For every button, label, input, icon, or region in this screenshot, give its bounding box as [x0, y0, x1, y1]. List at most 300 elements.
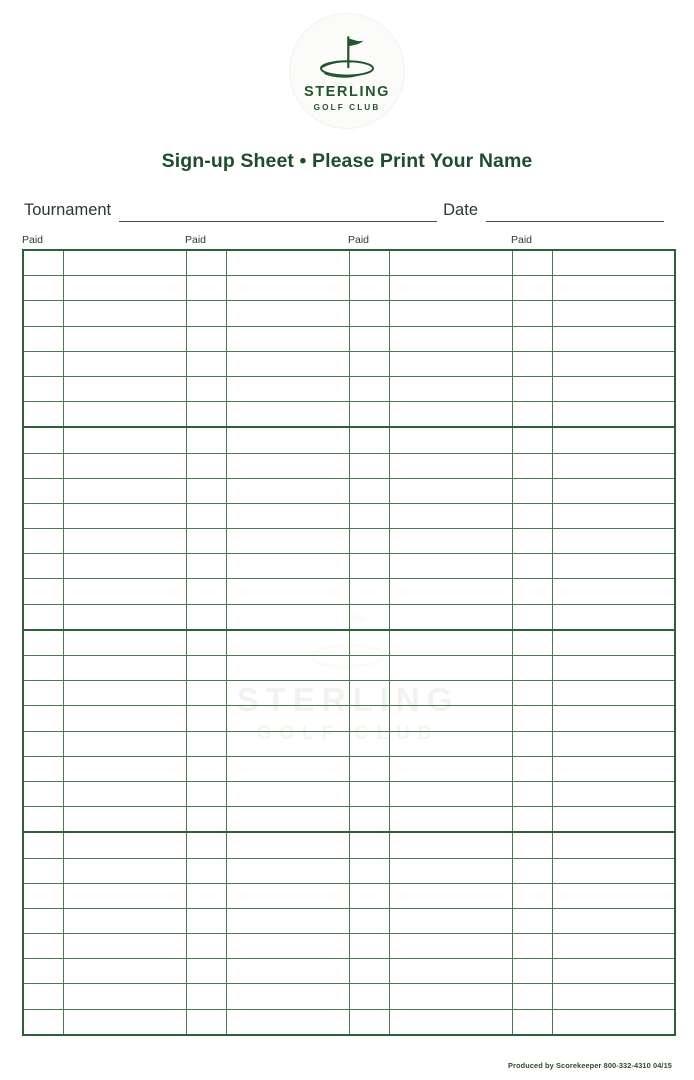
logo-name-secondary: GOLF CLUB: [313, 103, 381, 113]
paid-cell[interactable]: [349, 1009, 389, 1035]
paid-cell[interactable]: [23, 908, 63, 933]
name-cell[interactable]: [226, 781, 349, 806]
name-cell[interactable]: [63, 908, 186, 933]
name-cell[interactable]: [226, 503, 349, 528]
paid-cell[interactable]: [23, 427, 63, 453]
paid-cell[interactable]: [186, 351, 226, 376]
tournament-label: Tournament: [24, 201, 112, 219]
footer-credit: Produced by Scorekeeper 800-332-4310 04/15: [507, 1061, 672, 1070]
name-cell[interactable]: [389, 579, 512, 604]
paid-cell[interactable]: [186, 832, 226, 858]
name-cell[interactable]: [226, 604, 349, 630]
table-row[interactable]: [23, 959, 675, 984]
table-row[interactable]: [23, 908, 675, 933]
paid-cell[interactable]: [349, 756, 389, 781]
paid-cell[interactable]: [349, 276, 389, 301]
name-cell[interactable]: [389, 351, 512, 376]
name-cell[interactable]: [63, 503, 186, 528]
paid-cell[interactable]: [349, 402, 389, 428]
table-row[interactable]: [23, 478, 675, 503]
paid-cell[interactable]: [512, 276, 552, 301]
name-cell[interactable]: [63, 781, 186, 806]
name-cell[interactable]: [63, 731, 186, 756]
table-row[interactable]: [23, 756, 675, 781]
paid-cell[interactable]: [186, 756, 226, 781]
name-cell[interactable]: [63, 326, 186, 351]
paid-cell[interactable]: [349, 681, 389, 706]
name-cell[interactable]: [389, 301, 512, 326]
paid-cell[interactable]: [186, 326, 226, 351]
name-cell[interactable]: [552, 807, 675, 833]
paid-cell[interactable]: [349, 478, 389, 503]
name-cell[interactable]: [389, 656, 512, 681]
paid-cell[interactable]: [349, 503, 389, 528]
name-cell[interactable]: [389, 781, 512, 806]
name-cell[interactable]: [226, 706, 349, 731]
name-cell[interactable]: [552, 959, 675, 984]
name-cell[interactable]: [389, 604, 512, 630]
table-row[interactable]: [23, 630, 675, 656]
name-cell[interactable]: [63, 554, 186, 579]
paid-cell[interactable]: [512, 301, 552, 326]
table-row[interactable]: [23, 579, 675, 604]
name-cell[interactable]: [63, 402, 186, 428]
name-cell[interactable]: [389, 731, 512, 756]
name-cell[interactable]: [63, 807, 186, 833]
name-cell[interactable]: [63, 934, 186, 959]
name-cell[interactable]: [552, 883, 675, 908]
name-cell[interactable]: [389, 706, 512, 731]
paid-cell[interactable]: [186, 1009, 226, 1035]
paid-cell[interactable]: [512, 681, 552, 706]
paid-cell[interactable]: [349, 529, 389, 554]
date-input[interactable]: [486, 207, 664, 222]
paid-cell[interactable]: [23, 376, 63, 401]
name-cell[interactable]: [552, 478, 675, 503]
name-cell[interactable]: [552, 554, 675, 579]
paid-cell[interactable]: [349, 250, 389, 276]
name-cell[interactable]: [552, 604, 675, 630]
paid-cell[interactable]: [23, 326, 63, 351]
paid-cell[interactable]: [512, 402, 552, 428]
club-logo: [290, 14, 404, 128]
paid-cell[interactable]: [512, 908, 552, 933]
name-cell[interactable]: [226, 376, 349, 401]
table-row[interactable]: [23, 503, 675, 528]
name-cell[interactable]: [552, 630, 675, 656]
name-cell[interactable]: [389, 959, 512, 984]
name-cell[interactable]: [389, 478, 512, 503]
name-cell[interactable]: [552, 934, 675, 959]
paid-cell[interactable]: [512, 1009, 552, 1035]
paid-label-2: Paid: [185, 234, 207, 246]
name-cell[interactable]: [226, 984, 349, 1009]
table-row[interactable]: [23, 656, 675, 681]
tournament-input[interactable]: [119, 207, 437, 222]
name-cell[interactable]: [226, 478, 349, 503]
table-row[interactable]: [23, 984, 675, 1009]
name-cell[interactable]: [63, 604, 186, 630]
paid-cell[interactable]: [23, 656, 63, 681]
paid-cell[interactable]: [512, 807, 552, 833]
paid-cell[interactable]: [512, 554, 552, 579]
paid-cell[interactable]: [349, 706, 389, 731]
paid-cell[interactable]: [349, 376, 389, 401]
name-cell[interactable]: [63, 453, 186, 478]
paid-cell[interactable]: [186, 656, 226, 681]
paid-cell[interactable]: [23, 731, 63, 756]
name-cell[interactable]: [226, 959, 349, 984]
name-cell[interactable]: [63, 959, 186, 984]
name-cell[interactable]: [389, 554, 512, 579]
name-cell[interactable]: [63, 832, 186, 858]
name-cell[interactable]: [389, 376, 512, 401]
logo-name-primary: STERLING: [303, 83, 391, 100]
name-cell[interactable]: [552, 453, 675, 478]
paid-cell[interactable]: [23, 807, 63, 833]
paid-cell[interactable]: [512, 529, 552, 554]
date-label: Date: [443, 201, 478, 219]
paid-cell[interactable]: [349, 326, 389, 351]
paid-cell[interactable]: [512, 326, 552, 351]
name-cell[interactable]: [389, 934, 512, 959]
name-cell[interactable]: [552, 503, 675, 528]
name-cell[interactable]: [226, 1009, 349, 1035]
name-cell[interactable]: [226, 934, 349, 959]
name-cell[interactable]: [389, 807, 512, 833]
table-row[interactable]: [23, 883, 675, 908]
table-row[interactable]: [23, 276, 675, 301]
table-row[interactable]: [23, 681, 675, 706]
paid-cell[interactable]: [186, 604, 226, 630]
paid-cell[interactable]: [23, 681, 63, 706]
name-cell[interactable]: [389, 276, 512, 301]
paid-cell[interactable]: [23, 604, 63, 630]
table-row[interactable]: [23, 554, 675, 579]
name-cell[interactable]: [552, 781, 675, 806]
name-cell[interactable]: [63, 1009, 186, 1035]
name-cell[interactable]: [63, 478, 186, 503]
table-row[interactable]: [23, 301, 675, 326]
paid-cell[interactable]: [186, 376, 226, 401]
name-cell[interactable]: [552, 402, 675, 428]
name-cell[interactable]: [389, 681, 512, 706]
name-cell[interactable]: [63, 883, 186, 908]
paid-cell[interactable]: [349, 807, 389, 833]
paid-cell[interactable]: [512, 883, 552, 908]
logo-header: [0, 0, 694, 128]
paid-cell[interactable]: [349, 427, 389, 453]
name-cell[interactable]: [63, 529, 186, 554]
name-cell[interactable]: [226, 453, 349, 478]
table-row[interactable]: [23, 731, 675, 756]
name-cell[interactable]: [63, 630, 186, 656]
paid-cell[interactable]: [186, 807, 226, 833]
golf-flag-green-icon: [308, 32, 386, 84]
paid-cell[interactable]: [512, 427, 552, 453]
paid-cell[interactable]: [512, 604, 552, 630]
name-cell[interactable]: [63, 984, 186, 1009]
paid-cell[interactable]: [23, 934, 63, 959]
paid-cell[interactable]: [512, 959, 552, 984]
paid-cell[interactable]: [512, 453, 552, 478]
name-cell[interactable]: [552, 858, 675, 883]
paid-cell[interactable]: [23, 503, 63, 528]
name-cell[interactable]: [63, 276, 186, 301]
paid-cell[interactable]: [512, 630, 552, 656]
paid-cell[interactable]: [23, 478, 63, 503]
paid-labels-row: [22, 234, 674, 246]
table-row[interactable]: [23, 832, 675, 858]
name-cell[interactable]: [389, 326, 512, 351]
name-cell[interactable]: [226, 427, 349, 453]
name-cell[interactable]: [552, 250, 675, 276]
paid-cell[interactable]: [349, 656, 389, 681]
paid-cell[interactable]: [349, 301, 389, 326]
name-cell[interactable]: [226, 579, 349, 604]
table-row[interactable]: [23, 402, 675, 428]
name-cell[interactable]: [552, 681, 675, 706]
paid-cell[interactable]: [512, 832, 552, 858]
paid-label-4: Paid: [511, 234, 533, 246]
paid-cell[interactable]: [186, 984, 226, 1009]
name-cell[interactable]: [389, 858, 512, 883]
paid-cell[interactable]: [512, 934, 552, 959]
paid-cell[interactable]: [349, 731, 389, 756]
paid-cell[interactable]: [23, 276, 63, 301]
paid-cell[interactable]: [349, 351, 389, 376]
paid-cell[interactable]: [186, 554, 226, 579]
paid-cell[interactable]: [23, 554, 63, 579]
paid-cell[interactable]: [349, 959, 389, 984]
name-cell[interactable]: [552, 427, 675, 453]
table-row[interactable]: [23, 326, 675, 351]
paid-cell[interactable]: [186, 427, 226, 453]
name-cell[interactable]: [226, 883, 349, 908]
paid-cell[interactable]: [186, 276, 226, 301]
paid-cell[interactable]: [349, 554, 389, 579]
paid-cell[interactable]: [23, 351, 63, 376]
table-row[interactable]: [23, 781, 675, 806]
paid-cell[interactable]: [23, 1009, 63, 1035]
meta-row: [24, 201, 670, 222]
name-cell[interactable]: [552, 326, 675, 351]
name-cell[interactable]: [552, 579, 675, 604]
paid-cell[interactable]: [23, 579, 63, 604]
paid-cell[interactable]: [186, 402, 226, 428]
name-cell[interactable]: [389, 984, 512, 1009]
paid-cell[interactable]: [349, 984, 389, 1009]
name-cell[interactable]: [226, 276, 349, 301]
name-cell[interactable]: [389, 832, 512, 858]
paid-cell[interactable]: [349, 453, 389, 478]
paid-cell[interactable]: [349, 604, 389, 630]
paid-cell[interactable]: [186, 934, 226, 959]
name-cell[interactable]: [226, 630, 349, 656]
name-cell[interactable]: [226, 858, 349, 883]
name-cell[interactable]: [389, 503, 512, 528]
paid-cell[interactable]: [186, 478, 226, 503]
paid-cell[interactable]: [186, 781, 226, 806]
name-cell[interactable]: [226, 402, 349, 428]
paid-cell[interactable]: [349, 934, 389, 959]
watermark-line1: STERLING: [236, 681, 460, 718]
paid-cell[interactable]: [23, 453, 63, 478]
paid-cell[interactable]: [512, 376, 552, 401]
name-cell[interactable]: [552, 351, 675, 376]
paid-cell[interactable]: [186, 681, 226, 706]
name-cell[interactable]: [63, 250, 186, 276]
paid-cell[interactable]: [23, 529, 63, 554]
name-cell[interactable]: [63, 301, 186, 326]
name-cell[interactable]: [63, 376, 186, 401]
paid-cell[interactable]: [512, 351, 552, 376]
paid-cell[interactable]: [186, 883, 226, 908]
name-cell[interactable]: [63, 427, 186, 453]
paid-cell[interactable]: [349, 883, 389, 908]
name-cell[interactable]: [63, 351, 186, 376]
paid-cell[interactable]: [23, 984, 63, 1009]
name-cell[interactable]: [552, 756, 675, 781]
name-cell[interactable]: [389, 756, 512, 781]
name-cell[interactable]: [226, 529, 349, 554]
paid-cell[interactable]: [186, 706, 226, 731]
name-cell[interactable]: [226, 807, 349, 833]
paid-cell[interactable]: [23, 402, 63, 428]
name-cell[interactable]: [552, 301, 675, 326]
name-cell[interactable]: [552, 832, 675, 858]
paid-cell[interactable]: [186, 301, 226, 326]
name-cell[interactable]: [63, 706, 186, 731]
name-cell[interactable]: [552, 984, 675, 1009]
page-title: Sign-up Sheet • Please Print Your Name: [161, 150, 533, 172]
table-row[interactable]: [23, 250, 675, 276]
table-row[interactable]: [23, 706, 675, 731]
paid-cell[interactable]: [23, 858, 63, 883]
paid-cell[interactable]: [349, 781, 389, 806]
paid-cell[interactable]: [186, 908, 226, 933]
paid-cell[interactable]: [512, 781, 552, 806]
name-cell[interactable]: [63, 656, 186, 681]
paid-cell[interactable]: [512, 656, 552, 681]
paid-cell[interactable]: [349, 832, 389, 858]
paid-cell[interactable]: [512, 503, 552, 528]
table-row[interactable]: [23, 934, 675, 959]
name-cell[interactable]: [226, 656, 349, 681]
signup-table[interactable]: [22, 249, 676, 1036]
paid-cell[interactable]: [186, 453, 226, 478]
table-row[interactable]: [23, 1009, 675, 1035]
paid-cell[interactable]: [186, 959, 226, 984]
name-cell[interactable]: [389, 427, 512, 453]
name-cell[interactable]: [226, 250, 349, 276]
name-cell[interactable]: [389, 630, 512, 656]
name-cell[interactable]: [389, 453, 512, 478]
paid-cell[interactable]: [512, 250, 552, 276]
name-cell[interactable]: [226, 351, 349, 376]
paid-cell[interactable]: [23, 630, 63, 656]
paid-cell[interactable]: [512, 858, 552, 883]
name-cell[interactable]: [63, 858, 186, 883]
name-cell[interactable]: [552, 276, 675, 301]
name-cell[interactable]: [226, 326, 349, 351]
name-cell[interactable]: [552, 706, 675, 731]
name-cell[interactable]: [63, 756, 186, 781]
name-cell[interactable]: [552, 529, 675, 554]
paid-cell[interactable]: [186, 250, 226, 276]
paid-cell[interactable]: [23, 706, 63, 731]
name-cell[interactable]: [63, 579, 186, 604]
name-cell[interactable]: [226, 554, 349, 579]
name-cell[interactable]: [226, 908, 349, 933]
table-row[interactable]: [23, 604, 675, 630]
name-cell[interactable]: [63, 681, 186, 706]
paid-cell[interactable]: [512, 706, 552, 731]
name-cell[interactable]: [389, 908, 512, 933]
paid-cell[interactable]: [23, 883, 63, 908]
paid-cell[interactable]: [512, 478, 552, 503]
paid-cell[interactable]: [512, 731, 552, 756]
paid-cell[interactable]: [23, 959, 63, 984]
paid-cell[interactable]: [23, 781, 63, 806]
paid-cell[interactable]: [512, 756, 552, 781]
paid-label-1: Paid: [22, 234, 44, 246]
name-cell[interactable]: [552, 908, 675, 933]
name-cell[interactable]: [552, 656, 675, 681]
paid-cell[interactable]: [349, 858, 389, 883]
table-row[interactable]: [23, 351, 675, 376]
name-cell[interactable]: [389, 883, 512, 908]
table-row[interactable]: [23, 858, 675, 883]
name-cell[interactable]: [552, 376, 675, 401]
name-cell[interactable]: [389, 529, 512, 554]
paid-cell[interactable]: [512, 984, 552, 1009]
table-row[interactable]: [23, 529, 675, 554]
paid-cell[interactable]: [349, 579, 389, 604]
table-row[interactable]: [23, 807, 675, 833]
name-cell[interactable]: [552, 1009, 675, 1035]
paid-cell[interactable]: [186, 579, 226, 604]
paid-cell[interactable]: [186, 529, 226, 554]
name-cell[interactable]: [226, 731, 349, 756]
paid-cell[interactable]: [23, 250, 63, 276]
paid-cell[interactable]: [23, 832, 63, 858]
name-cell[interactable]: [226, 832, 349, 858]
table-row[interactable]: [23, 376, 675, 401]
paid-cell[interactable]: [186, 731, 226, 756]
signup-table-wrap: [22, 249, 674, 1036]
paid-cell[interactable]: [186, 630, 226, 656]
name-cell[interactable]: [226, 301, 349, 326]
name-cell[interactable]: [552, 731, 675, 756]
name-cell[interactable]: [226, 756, 349, 781]
name-cell[interactable]: [389, 250, 512, 276]
paid-cell[interactable]: [186, 503, 226, 528]
paid-label-3: Paid: [348, 234, 370, 246]
paid-cell[interactable]: [186, 858, 226, 883]
paid-cell[interactable]: [23, 301, 63, 326]
name-cell[interactable]: [389, 1009, 512, 1035]
table-row[interactable]: [23, 453, 675, 478]
name-cell[interactable]: [389, 402, 512, 428]
name-cell[interactable]: [226, 681, 349, 706]
watermark-line2: GOLF CLUB: [256, 723, 440, 744]
paid-cell[interactable]: [23, 756, 63, 781]
table-row[interactable]: [23, 427, 675, 453]
paid-cell[interactable]: [349, 630, 389, 656]
paid-cell[interactable]: [512, 579, 552, 604]
paid-cell[interactable]: [349, 908, 389, 933]
